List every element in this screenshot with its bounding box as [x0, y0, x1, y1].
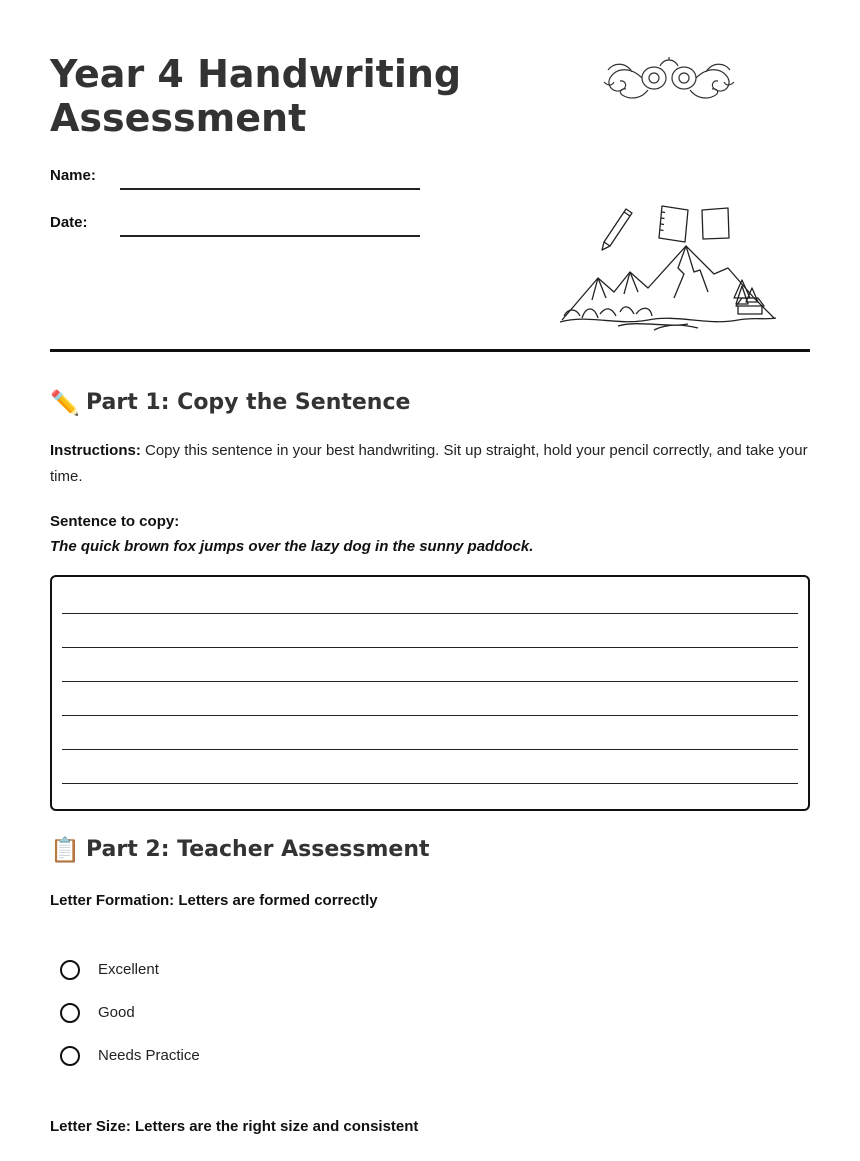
- part2-heading: [50, 835, 430, 865]
- handwriting-box[interactable]: [50, 575, 810, 811]
- radio-needs-practice[interactable]: [60, 1046, 80, 1066]
- date-input[interactable]: [120, 207, 420, 237]
- writing-line: [62, 613, 798, 614]
- page-title: Year 4 Handwriting Assessment: [50, 52, 462, 140]
- decorative-flourish-icon: [602, 56, 736, 104]
- option-good[interactable]: [60, 1003, 360, 1029]
- option-label-needs-practice: Needs Practice: [98, 1047, 200, 1064]
- part2-title: Part 2: Teacher Assessment: [86, 837, 430, 862]
- writing-line: [62, 749, 798, 750]
- writing-line: [62, 647, 798, 648]
- criterion-letter-size: Letter Size: Letters are the right size and consistent: [50, 1118, 419, 1135]
- writing-line: [62, 715, 798, 716]
- pencil-icon: ✏️: [50, 389, 80, 417]
- pencil-notebook-mountain-illustration: [558, 202, 780, 332]
- option-label-excellent: Excellent: [98, 961, 159, 978]
- header-divider: [50, 349, 810, 352]
- date-label: Date:: [50, 214, 88, 231]
- instructions-label: Instructions:: [50, 442, 141, 459]
- part1-title: Part 1: Copy the Sentence: [86, 390, 411, 415]
- part1-heading: [50, 388, 410, 418]
- clipboard-icon: 📋: [50, 836, 80, 864]
- writing-line: [62, 783, 798, 784]
- name-input[interactable]: [120, 160, 420, 190]
- instructions: [50, 438, 810, 490]
- sentence-to-copy: The quick brown fox jumps over the lazy dog in the sunny paddock.: [50, 538, 534, 555]
- writing-line: [62, 681, 798, 682]
- option-needs-practice[interactable]: [60, 1046, 360, 1072]
- radio-excellent[interactable]: [60, 960, 80, 980]
- instructions-text: Copy this sentence in your best handwriting. Sit up straight, hold your pencil correctly, and take your time.: [50, 442, 808, 485]
- option-label-good: Good: [98, 1004, 135, 1021]
- sentence-label: Sentence to copy:: [50, 513, 180, 530]
- date-field-row: [50, 213, 430, 243]
- criterion-letter-formation: Letter Formation: Letters are formed correctly: [50, 892, 378, 909]
- option-excellent[interactable]: [60, 960, 360, 986]
- name-label: Name:: [50, 167, 96, 184]
- name-field-row: [50, 166, 430, 196]
- radio-good[interactable]: [60, 1003, 80, 1023]
